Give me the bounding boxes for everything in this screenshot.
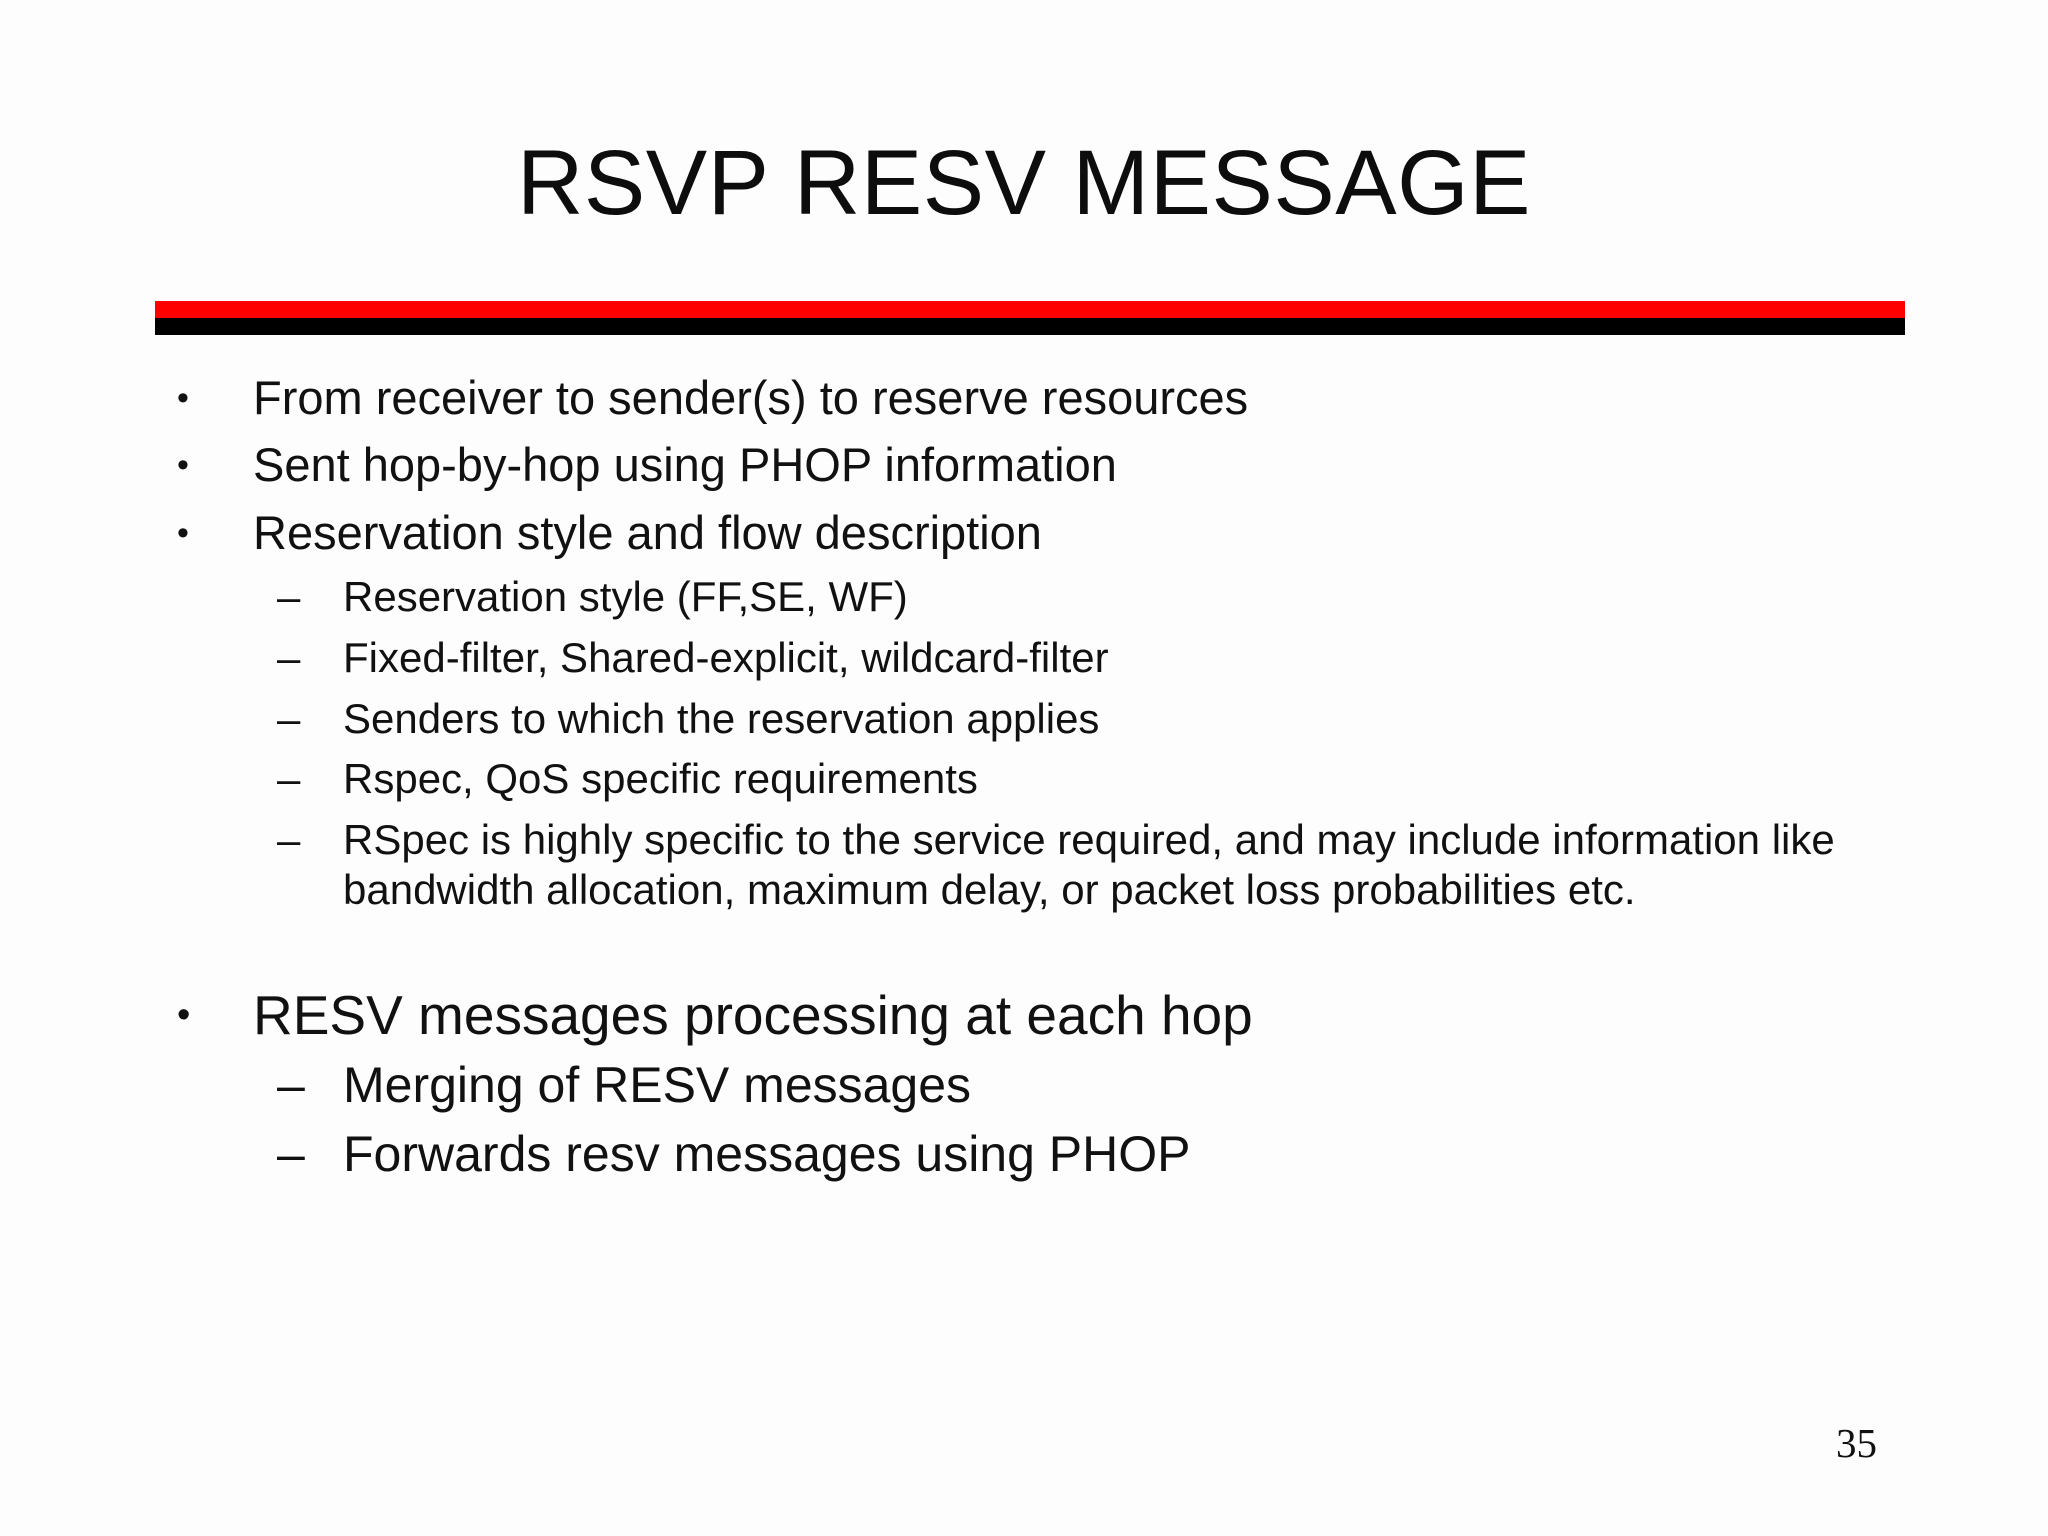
dash-marker: – — [277, 634, 301, 681]
dash-marker: – — [277, 573, 301, 620]
sub-bullet-text: Forwards resv messages using PHOP — [343, 1126, 1191, 1182]
sub-bullet-text: Senders to which the reservation applies — [343, 695, 1100, 742]
slide-title: RSVP RESV MESSAGE — [516, 132, 1532, 234]
dash-marker: – — [277, 1057, 305, 1113]
sub-bullet-text: RSpec is highly specific to the service required, and may include information like bandwidth allocation, maximum delay, or packet loss probabilities etc. — [343, 816, 1835, 913]
bullet-text: RESV messages processing at each hop — [253, 984, 1253, 1046]
bullet-text: From receiver to sender(s) to reserve resources — [253, 371, 1249, 424]
dash-marker: – — [277, 695, 301, 742]
dash-marker: – — [277, 816, 301, 863]
bullet-text: Reservation style and flow description — [253, 506, 1042, 559]
page-number: 35 — [1836, 1420, 1877, 1466]
bullet-marker: • — [177, 994, 191, 1036]
sub-bullet-text: Rspec, QoS specific requirements — [343, 755, 978, 802]
bullet-text: Sent hop-by-hop using PHOP information — [253, 438, 1117, 491]
bullet-marker: • — [177, 514, 189, 552]
bullet-marker: • — [177, 379, 189, 417]
sub-bullet-text: Reservation style (FF,SE, WF) — [343, 573, 908, 620]
sub-bullet-text: Fixed-filter, Shared-explicit, wildcard-filter — [343, 634, 1109, 681]
dash-marker: – — [277, 1126, 305, 1182]
sub-bullet-text: Merging of RESV messages — [343, 1057, 972, 1113]
dash-marker: – — [277, 755, 301, 802]
bullet-marker: • — [177, 446, 189, 484]
